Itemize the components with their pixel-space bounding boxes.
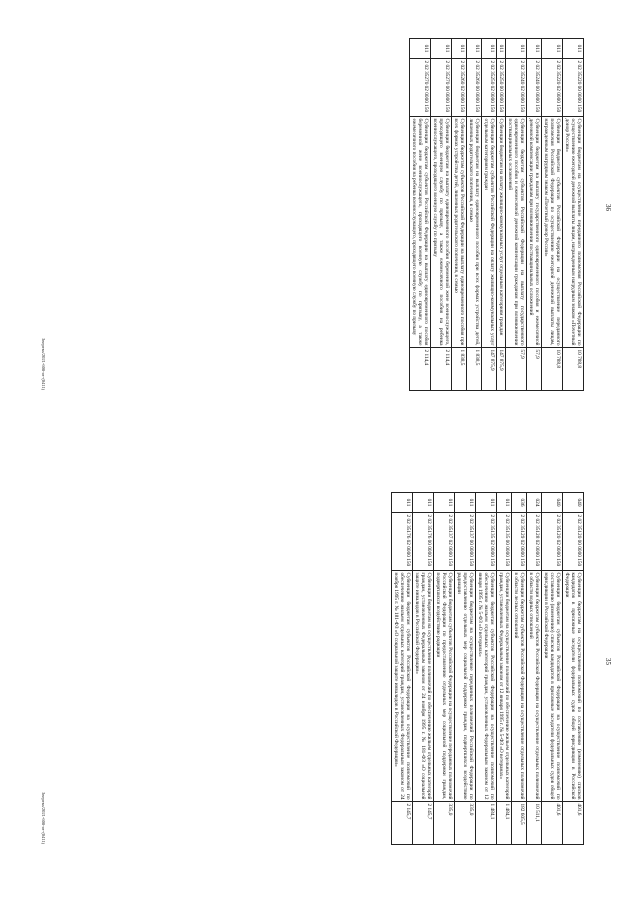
cell-code: 011: [455, 493, 475, 513]
cell-kbk: 2 02 35270 00 0000 150: [431, 59, 451, 117]
cell-value: 57,9: [519, 349, 525, 359]
cell-value: 335,0: [468, 803, 474, 816]
cell-code: 011: [482, 39, 496, 59]
table-row: [430, 38, 451, 391]
page-36: [0, 0, 639, 452]
cell-value: 2 145,7: [405, 803, 411, 820]
cell-code: 011: [410, 39, 430, 59]
cell-code: 036: [512, 493, 526, 513]
table-row: [511, 492, 526, 845]
cell-name: Субвенции бюджетам субъектов Российской Федерации на оплату жилищно-коммунальных услуг отдельным категориям граждан: [482, 117, 496, 348]
cell-value: 2 114,4: [423, 349, 429, 366]
cell-code: 011: [527, 39, 541, 59]
cell-name: Субвенции бюджетам субъектов Российской Федерации на выплату единовременного пособия беременной жене военнослужащего, проходящего военную службу по призыву, а также ежемесячного пособия на ребенка военнослужащего, проходящего военную службу по призыву: [410, 117, 430, 348]
cell-value: 10 788,8: [555, 349, 561, 369]
cell-value: 2 145,7: [426, 803, 432, 820]
cell-code: 011: [413, 493, 433, 513]
cell-kbk: 2 02 35137 02 0000 150: [434, 513, 454, 571]
cell-name: Субвенции бюджетам на осуществление полномочий по обеспечению жильем отдельных категорий граждан, установленных Федеральным законом от 12 января 1995 г. № 5-ФЗ «О ветеранах»: [497, 571, 511, 802]
table-row: [505, 38, 526, 391]
cell-kbk: 2 02 35176 00 0000 150: [413, 513, 433, 571]
cell-value: 182 605,5: [519, 803, 525, 825]
cell-name: Субвенции бюджетам субъектов Российской Федерации на осуществление полномочий по обеспечению жильем отдельных категорий граждан, установленных Федеральным законом от 12 января 1995 г. № 5-ФЗ «О ветеранах»: [476, 571, 496, 802]
cell-kbk: 2 02 35129 02 0000 150: [512, 513, 526, 571]
table-row: [451, 38, 466, 391]
cell-value: 147 875,9: [498, 349, 504, 371]
cell-value: 1 484,1: [504, 803, 510, 820]
cell-value: 10 788,8: [576, 349, 582, 369]
cell-value: 1 838,5: [459, 349, 465, 366]
cell-name: Субвенции бюджетам субъектов Российской Федерации на осуществление переданного полномочия Российской Федерации по осуществлению ежегодной денежной выплаты лицам, награжденным нагрудным знаком «Почетный донор России»: [542, 117, 562, 348]
budget-table: [409, 38, 584, 391]
budget-table: [391, 492, 584, 845]
cell-kbk: 2 02 35260 02 0000 150: [452, 59, 466, 117]
page-footer: Зверева/2021-608-от-(0411): [41, 792, 46, 845]
cell-name: Субвенции бюджетам на осуществление полномочий по составлению (изменению) списков кандидатов в присяжные заседатели федеральных судов общей юрисдикции в Российской Федерации: [563, 571, 583, 802]
cell-name: Субвенции бюджетам субъектов Российской Федерации на выплату единовременного пособия при всех формах устройства детей, лишенных родительского попечения, в семью: [452, 117, 466, 348]
cell-kbk: 2 02 35240 00 0000 150: [527, 59, 541, 117]
table-row: [526, 492, 541, 845]
cell-kbk: 2 02 35240 02 0000 150: [506, 59, 526, 117]
page-36-rotated: [34, 38, 612, 391]
table-row: [541, 38, 562, 391]
cell-value: 1 484,1: [489, 803, 495, 820]
table-row: [454, 492, 475, 845]
cell-code: 011: [392, 493, 412, 513]
cell-kbk: 2 02 35176 02 0000 150: [392, 513, 412, 571]
cell-value: 147 875,9: [489, 349, 495, 371]
table-row: [409, 38, 430, 391]
cell-code: 011: [497, 39, 505, 59]
cell-value: 10 511,1: [534, 803, 540, 822]
cell-name: Субвенции бюджетам на выплату государственного единовременного пособия и ежемесячной денежной компенсации гражданам при возникновении поствакцинальных осложнений: [527, 117, 541, 348]
cell-code: 040: [542, 493, 562, 513]
cell-kbk: 2 02 35220 02 0000 150: [542, 59, 562, 117]
cell-kbk: 2 02 35250 02 0000 150: [482, 59, 496, 117]
cell-value: 2 114,4: [444, 349, 450, 366]
cell-name: Субвенции бюджетам субъектов Российской Федерации на осуществление отдельных полномочий в области лесных отношений: [512, 571, 526, 802]
table-row: [496, 492, 511, 845]
cell-value: 401,6: [555, 803, 561, 816]
cell-name: Субвенции бюджетам субъектов Российской Федерации на осуществление переданных полномочий Российской Федерации по предоставлению отдельных мер социальной поддержки граждан, подвергшихся воздействию радиации: [434, 571, 454, 802]
cell-code: 011: [467, 39, 481, 59]
page-35-rotated: [34, 492, 612, 845]
cell-name: Субвенции бюджетам на осуществление переданных полномочий Российской Федерации по предоставлению отдельных мер социальной поддержки граждан, подвергшихся воздействию радиации: [455, 571, 475, 802]
table-row: [433, 492, 454, 845]
table-row: [391, 492, 412, 845]
table-row: [562, 38, 584, 391]
table-row: [541, 492, 562, 845]
cell-code: 011: [542, 39, 562, 59]
cell-name: Субвенции бюджетам на выплату единовременного пособия беременной жене военнослужащего, проходящего военную службу по призыву, а также ежемесячного пособия на ребенка военнослужащего, проходящего военную службу по призыву: [431, 117, 451, 348]
cell-kbk: 2 02 35120 02 0000 150: [542, 513, 562, 571]
cell-kbk: 2 02 35120 00 0000 150: [563, 513, 583, 571]
table-row: [466, 38, 481, 391]
page-footer: Зверева/2021-608-от-(0411): [41, 338, 46, 391]
table-row: [526, 38, 541, 391]
cell-kbk: 2 02 35135 00 0000 150: [497, 513, 511, 571]
cell-name: Субвенции бюджетам на выплату единовременного пособия при всех формах устройства детей, лишенных родительского попечения, в семью: [467, 117, 481, 348]
cell-code: 011: [563, 39, 583, 59]
cell-name: Субвенции бюджетам субъектов Российской Федерации на осуществление полномочий по обеспечению жильем отдельных категорий граждан, установленных Федеральным законом от 24 ноября 1995 г. № 181-ФЗ «О социальной защите инвалидов в Российской Федерации»: [392, 571, 412, 802]
cell-name: Субвенции бюджетам на осуществление переданного полномочия Российской Федерации по осуществлению ежегодной денежной выплаты лицам, награжденным нагрудным знаком «Почетный донор России»: [563, 117, 583, 348]
table-row: [412, 492, 433, 845]
cell-code: 011: [452, 39, 466, 59]
cell-kbk: 2 02 35128 02 0000 150: [527, 513, 541, 571]
cell-code: 011: [431, 39, 451, 59]
cell-name: Субвенции бюджетам субъектов Российской Федерации на выплату государственного единовременного пособия и ежемесячной денежной компенсации гражданам при возникновении поствакцинальных осложнений: [506, 117, 526, 348]
cell-value: 1 838,5: [474, 349, 480, 366]
cell-kbk: 2 02 35137 00 0000 150: [455, 513, 475, 571]
cell-kbk: 2 02 35270 02 0000 150: [410, 59, 430, 117]
table-row: [475, 492, 496, 845]
cell-kbk: 2 02 35220 00 0000 150: [563, 59, 583, 117]
cell-value: 57,9: [534, 349, 540, 359]
cell-name: Субвенции бюджетам субъектов Российской Федерации на осуществление полномочий по составлению (изменению) списков кандидатов в присяжные заседатели федеральных судов общей юрисдикции в Российской Федерации: [542, 571, 562, 802]
page-number: 36: [604, 204, 612, 211]
cell-name: Субвенции бюджетам на оплату жилищно-коммунальных услуг отдельным категориям граждан: [497, 117, 505, 348]
cell-code: 011: [497, 493, 511, 513]
cell-kbk: 2 02 35260 00 0000 150: [467, 59, 481, 117]
cell-code: 011: [476, 493, 496, 513]
cell-value: 401,6: [576, 803, 582, 816]
table-row: [481, 38, 496, 391]
cell-code: 011: [506, 39, 526, 59]
cell-name: Субвенции бюджетам субъектов Российской Федерации на осуществление отдельных полномочий в области водных отношений: [527, 571, 541, 802]
table-row: [496, 38, 505, 391]
cell-kbk: 2 02 35250 00 0000 150: [497, 59, 505, 117]
cell-code: 011: [434, 493, 454, 513]
page-35: [0, 452, 639, 905]
cell-value: 335,0: [447, 803, 453, 816]
page-number: 35: [604, 658, 612, 665]
cell-code: 040: [563, 493, 583, 513]
cell-kbk: 2 02 35135 02 0000 150: [476, 513, 496, 571]
cell-name: Субвенции бюджетам на осуществление полномочий по обеспечению жильем отдельных категорий граждан, установленных Федеральным законом от 24 ноября 1995 г. № 181-ФЗ «О социальной защите инвалидов в Российской Федерации»: [413, 571, 433, 802]
cell-code: 024: [527, 493, 541, 513]
table-row: [562, 492, 584, 845]
